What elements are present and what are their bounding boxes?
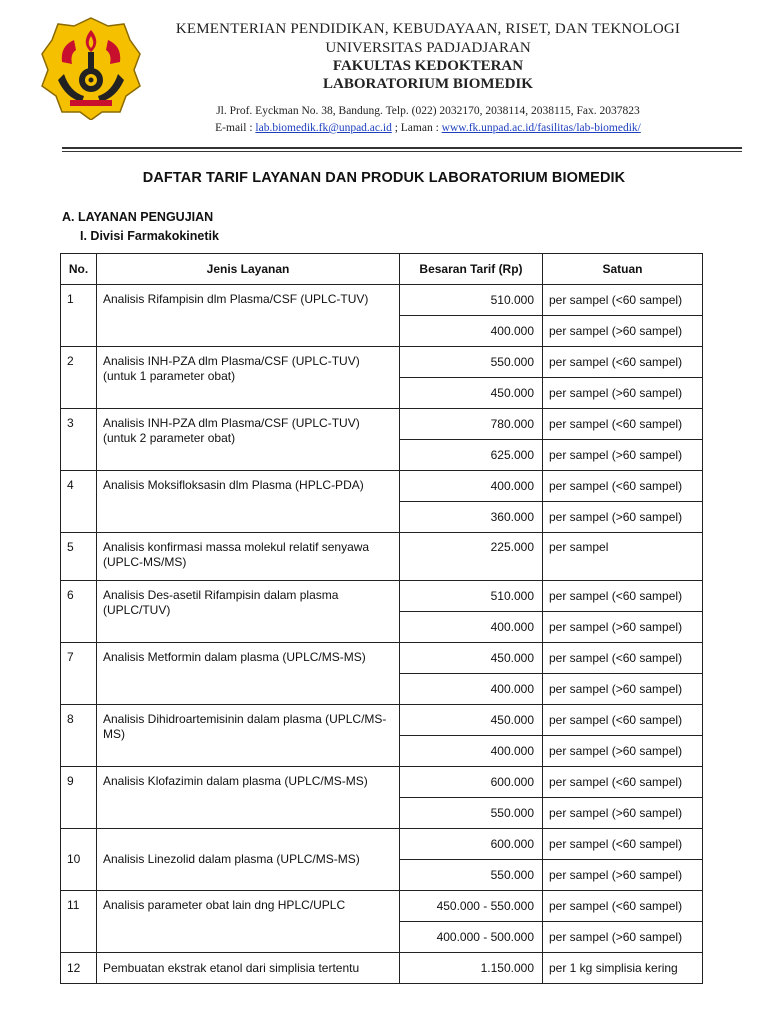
faculty-name: FAKULTAS KEDOKTERAN [332, 58, 524, 74]
cell-price: 400.000 [400, 316, 543, 347]
website-link[interactable]: www.fk.unpad.ac.id/fasilitas/lab-biomedik/ [441, 122, 641, 134]
header-unit: Satuan [543, 254, 703, 285]
cell-service: Analisis INH-PZA dlm Plasma/CSF (UPLC-TUV) (untuk 2 parameter obat) [97, 409, 400, 471]
cell-price: 450.000 [400, 378, 543, 409]
cell-unit: per sampel (>60 sampel) [543, 860, 703, 891]
cell-unit: per sampel (<60 sampel) [543, 347, 703, 378]
table-row [61, 533, 703, 581]
cell-service: Analisis Moksifloksasin dlm Plasma (HPLC-PDA) [97, 471, 400, 533]
cell-price: 600.000 [400, 767, 543, 798]
cell-unit: per sampel (<60 sampel) [543, 285, 703, 316]
cell-price: 450.000 - 550.000 [400, 891, 543, 922]
cell-no: 3 [61, 409, 97, 471]
table-row [61, 347, 703, 378]
cell-unit: per 1 kg simplisia kering [543, 953, 703, 984]
cell-price: 400.000 [400, 612, 543, 643]
cell-service: Pembuatan ekstrak etanol dari simplisia tertentu [97, 953, 400, 984]
cell-price: 780.000 [400, 409, 543, 440]
cell-service: Analisis INH-PZA dlm Plasma/CSF (UPLC-TUV) (untuk 1 parameter obat) [97, 347, 400, 409]
section-heading-i: I. Divisi Farmakokinetik [80, 229, 219, 243]
table-row [61, 767, 703, 798]
cell-service: Analisis Des-asetil Rifampisin dalam plasma (UPLC/TUV) [97, 581, 400, 643]
cell-no: 7 [61, 643, 97, 705]
cell-price: 625.000 [400, 440, 543, 471]
cell-unit: per sampel (>60 sampel) [543, 440, 703, 471]
cell-service: Analisis Metformin dalam plasma (UPLC/MS-MS) [97, 643, 400, 705]
cell-price: 550.000 [400, 860, 543, 891]
cell-unit: per sampel [543, 533, 703, 581]
table-header-row [61, 254, 703, 285]
cell-no: 11 [61, 891, 97, 953]
table-row [61, 953, 703, 984]
cell-no: 10 [61, 829, 97, 891]
website-prefix: ; Laman : [391, 122, 442, 134]
cell-unit: per sampel (<60 sampel) [543, 891, 703, 922]
cell-price: 510.000 [400, 285, 543, 316]
cell-unit: per sampel (>60 sampel) [543, 502, 703, 533]
cell-price: 600.000 [400, 829, 543, 860]
cell-price: 400.000 [400, 736, 543, 767]
header-price: Besaran Tarif (Rp) [400, 254, 543, 285]
cell-no: 1 [61, 285, 97, 347]
email-link[interactable]: lab.biomedik.fk@unpad.ac.id [255, 122, 392, 134]
cell-price: 400.000 - 500.000 [400, 922, 543, 953]
table-row [61, 705, 703, 736]
cell-service: Analisis Klofazimin dalam plasma (UPLC/MS-MS) [97, 767, 400, 829]
cell-price: 400.000 [400, 674, 543, 705]
address-line: Jl. Prof. Eyckman No. 38, Bandung. Telp. (022) 2032170, 2038114, 2038115, Fax. 2037823 [216, 105, 640, 117]
table-row [61, 471, 703, 502]
cell-no: 2 [61, 347, 97, 409]
cell-price: 450.000 [400, 643, 543, 674]
cell-price: 400.000 [400, 471, 543, 502]
cell-no: 12 [61, 953, 97, 984]
cell-price: 225.000 [400, 533, 543, 581]
cell-unit: per sampel (<60 sampel) [543, 581, 703, 612]
cell-unit: per sampel (>60 sampel) [543, 378, 703, 409]
table-row [61, 409, 703, 440]
cell-service: Analisis konfirmasi massa molekul relatif senyawa (UPLC-MS/MS) [97, 533, 400, 581]
cell-unit: per sampel (<60 sampel) [543, 409, 703, 440]
letterhead-titles [148, 20, 708, 93]
table-row [61, 829, 703, 860]
cell-no: 4 [61, 471, 97, 533]
document-title: DAFTAR TARIF LAYANAN DAN PRODUK LABORATORIUM BIOMEDIK [142, 170, 626, 186]
email-line [148, 120, 708, 137]
cell-unit: per sampel (>60 sampel) [543, 674, 703, 705]
cell-price: 360.000 [400, 502, 543, 533]
cell-service: Analisis parameter obat lain dng HPLC/UPLC [97, 891, 400, 953]
cell-service: Analisis Linezolid dalam plasma (UPLC/MS-MS) [97, 829, 400, 891]
cell-unit: per sampel (>60 sampel) [543, 798, 703, 829]
cell-unit: per sampel (>60 sampel) [543, 612, 703, 643]
cell-unit: per sampel (>60 sampel) [543, 922, 703, 953]
cell-price: 1.150.000 [400, 953, 543, 984]
cell-unit: per sampel (<60 sampel) [543, 643, 703, 674]
cell-no: 6 [61, 581, 97, 643]
cell-unit: per sampel (<60 sampel) [543, 471, 703, 502]
cell-no: 8 [61, 705, 97, 767]
letterhead-rule-thick [62, 147, 742, 149]
section-heading-a: A. LAYANAN PENGUJIAN [62, 210, 214, 224]
contact-block [148, 103, 708, 137]
cell-no: 9 [61, 767, 97, 829]
cell-unit: per sampel (>60 sampel) [543, 736, 703, 767]
lab-name: LABORATORIUM BIOMEDIK [323, 76, 533, 92]
cell-price: 510.000 [400, 581, 543, 612]
cell-service: Analisis Dihidroartemisinin dalam plasma (UPLC/MS-MS) [97, 705, 400, 767]
email-prefix: E-mail : [215, 122, 256, 134]
cell-no: 5 [61, 533, 97, 581]
ministry-name: KEMENTERIAN PENDIDIKAN, KEBUDAYAAN, RISET, DAN TEKNOLOGI [175, 21, 681, 37]
university-name: UNIVERSITAS PADJADJARAN [325, 40, 531, 56]
cell-price: 550.000 [400, 798, 543, 829]
table-row [61, 581, 703, 612]
cell-unit: per sampel (<60 sampel) [543, 705, 703, 736]
university-logo-icon [40, 16, 142, 120]
table-row [61, 891, 703, 922]
letterhead [0, 0, 768, 152]
cell-price: 450.000 [400, 705, 543, 736]
cell-unit: per sampel (>60 sampel) [543, 316, 703, 347]
cell-unit: per sampel (<60 sampel) [543, 829, 703, 860]
table-row [61, 643, 703, 674]
cell-unit: per sampel (<60 sampel) [543, 767, 703, 798]
header-service: Jenis Layanan [97, 254, 400, 285]
cell-price: 550.000 [400, 347, 543, 378]
tariff-table [60, 253, 703, 984]
letterhead-rule-thin [62, 151, 742, 152]
table-row [61, 285, 703, 316]
cell-service: Analisis Rifampisin dlm Plasma/CSF (UPLC-TUV) [97, 285, 400, 347]
header-no: No. [61, 254, 97, 285]
